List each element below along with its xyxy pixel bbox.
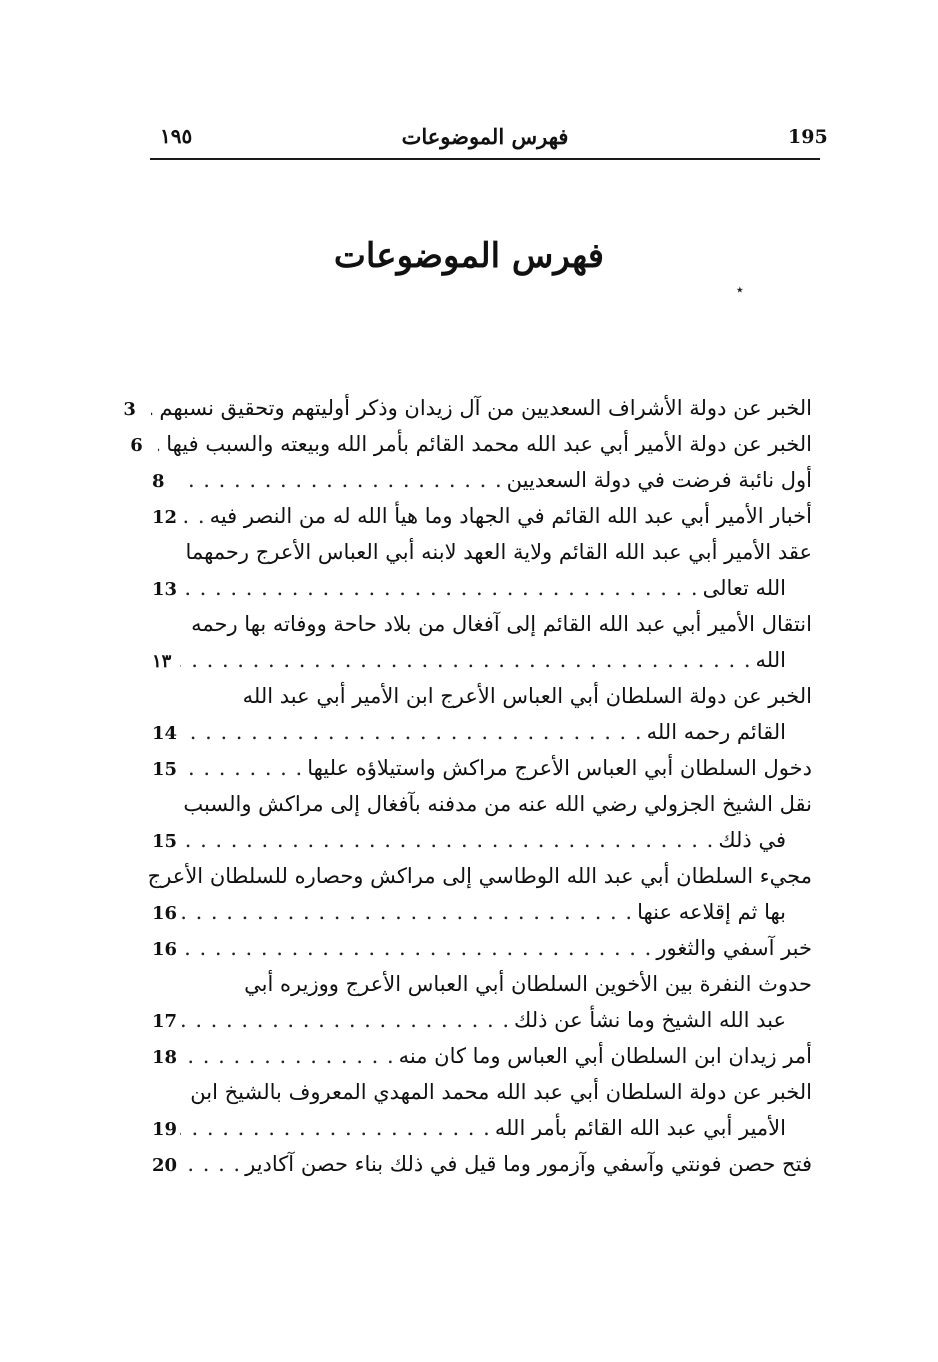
toc-page-number: 6: [130, 435, 143, 456]
toc-page-number: 18: [152, 1047, 178, 1068]
toc-line: [152, 1110, 812, 1146]
page-number-latin: 195: [788, 126, 828, 148]
dot-leader: [180, 462, 507, 498]
toc-line: [152, 678, 812, 714]
toc-entry: [147, 858, 812, 930]
toc-line: [123, 390, 812, 426]
dot-leader: [180, 642, 756, 678]
toc-entry-title: نقل الشيخ الجزولي رضي الله عنه من مدفنه بآفغال إلى مراكش والسبب: [183, 792, 812, 816]
toc-page-number: 15: [152, 759, 178, 780]
toc-line: [152, 1038, 812, 1074]
toc-line: [152, 894, 812, 930]
dot-leader: [180, 1002, 514, 1038]
toc-entry-title: القائم رحمه الله: [646, 720, 786, 744]
toc-entry-title: عقد الأمير أبي عبد الله القائم ولاية العهد لابنه أبي العباس الأعرج رحمهما: [185, 540, 812, 564]
page-title: فهرس الموضوعات: [333, 236, 605, 276]
toc-entry-title: انتقال الأمير أبي عبد الله القائم إلى آفغال من بلاد حاحة ووفاته بها رحمه: [191, 612, 812, 636]
toc-page-number: 3: [123, 399, 136, 420]
dot-leader: [180, 1110, 495, 1146]
toc-page-number: 13: [152, 579, 178, 600]
toc-line: [152, 786, 812, 822]
toc-entry: [152, 1038, 812, 1074]
toc-entry-title: الله: [755, 648, 786, 672]
toc-line: [152, 750, 812, 786]
toc-line: [152, 642, 812, 678]
dot-leader: [180, 894, 637, 930]
dot-leader: [180, 570, 703, 606]
toc-line: [152, 714, 812, 750]
toc-page-number: 14: [152, 723, 178, 744]
toc-line: [147, 858, 812, 894]
toc-line: [152, 822, 812, 858]
toc-entry-title: أمر زيدان ابن السلطان أبي العباس وما كان منه: [398, 1044, 812, 1068]
running-title: فهرس الموضوعات: [401, 124, 569, 149]
toc-entry-title: خبر آسفي والثغور: [656, 936, 812, 960]
toc-page-number: 17: [152, 1011, 178, 1032]
toc-entry-title: دخول السلطان أبي العباس الأعرج مراكش واستيلاؤه عليها: [307, 756, 812, 780]
toc-entry-title: مجيء السلطان أبي عبد الله الوطاسي إلى مراكش وحصاره للسلطان الأعرج: [147, 864, 812, 888]
toc-entry: [152, 966, 812, 1038]
running-header: [150, 118, 828, 160]
toc-line: [152, 1074, 812, 1110]
dot-leader: [158, 426, 166, 462]
toc-entry-title: أول نائبة فرضت في دولة السعديين: [506, 468, 812, 492]
toc-entry-title: أخبار الأمير أبي عبد الله القائم في الجهاد وما هيأ الله له من النصر فيه: [209, 504, 812, 528]
table-of-contents: [123, 390, 812, 1182]
toc-line: [152, 606, 812, 642]
dot-leader: [180, 930, 656, 966]
toc-line: [152, 1002, 812, 1038]
toc-page-number: 16: [152, 903, 178, 924]
toc-line: [152, 966, 812, 1002]
dot-leader: [180, 750, 307, 786]
dot-leader: [151, 390, 159, 426]
toc-entry-title: الله تعالى: [702, 576, 786, 600]
dot-leader: [180, 1146, 245, 1182]
toc-page-number: 20: [152, 1155, 178, 1176]
toc-entry: [152, 678, 812, 750]
ornament-mark: ٭: [736, 282, 744, 298]
toc-line: [152, 1146, 812, 1182]
toc-entry: [152, 534, 812, 606]
toc-line: [130, 426, 812, 462]
toc-line: [152, 570, 812, 606]
toc-entry: [152, 1074, 812, 1146]
toc-entry-title: الخبر عن دولة الأشراف السعديين من آل زيدان وذكر أوليتهم وتحقيق نسبهم: [159, 396, 812, 420]
toc-entry: [152, 786, 812, 858]
toc-page-number: 19: [152, 1119, 178, 1140]
toc-entry: [152, 1146, 812, 1182]
toc-line: [152, 930, 812, 966]
page-number-arabic: ١٩٥: [160, 124, 193, 148]
toc-entry: [152, 606, 812, 678]
dot-leader: [180, 498, 210, 534]
toc-entry: [123, 390, 812, 426]
toc-entry-title: فتح حصن فونتي وآسفي وآزمور وما قيل في ذلك بناء حصن آكادير: [245, 1152, 812, 1176]
toc-page-number: 12: [152, 507, 178, 528]
dot-leader: [180, 822, 718, 858]
toc-page-number: 16: [152, 939, 178, 960]
toc-entry: [152, 498, 812, 534]
toc-entry: [152, 930, 812, 966]
toc-entry-title: في ذلك: [718, 828, 786, 852]
toc-entry-title: الأمير أبي عبد الله القائم بأمر الله: [494, 1116, 786, 1140]
toc-entry-title: الخبر عن دولة السلطان أبي عبد الله محمد المهدي المعروف بالشيخ ابن: [190, 1080, 812, 1104]
toc-line: [152, 534, 812, 570]
toc-entry-title: الخبر عن دولة السلطان أبي العباس الأعرج ابن الأمير أبي عبد الله: [242, 684, 812, 708]
toc-page-number: ١٣: [152, 651, 172, 672]
toc-entry-title: حدوث النفرة بين الأخوين السلطان أبي العباس الأعرج ووزيره أبي: [244, 972, 812, 996]
dot-leader: [180, 1038, 399, 1074]
dot-leader: [180, 714, 647, 750]
toc-entry-title: بها ثم إقلاعه عنها: [637, 900, 786, 924]
toc-entry-title: الخبر عن دولة الأمير أبي عبد الله محمد القائم بأمر الله وبيعته والسبب فيها: [166, 432, 812, 456]
toc-entry: [130, 426, 812, 462]
toc-line: [152, 498, 812, 534]
toc-entry: [152, 750, 812, 786]
toc-line: [152, 462, 812, 498]
toc-entry-title: عبد الله الشيخ وما نشأ عن ذلك: [514, 1008, 786, 1032]
toc-page-number: 8: [152, 471, 165, 492]
toc-page-number: 15: [152, 831, 178, 852]
toc-entry: [152, 462, 812, 498]
